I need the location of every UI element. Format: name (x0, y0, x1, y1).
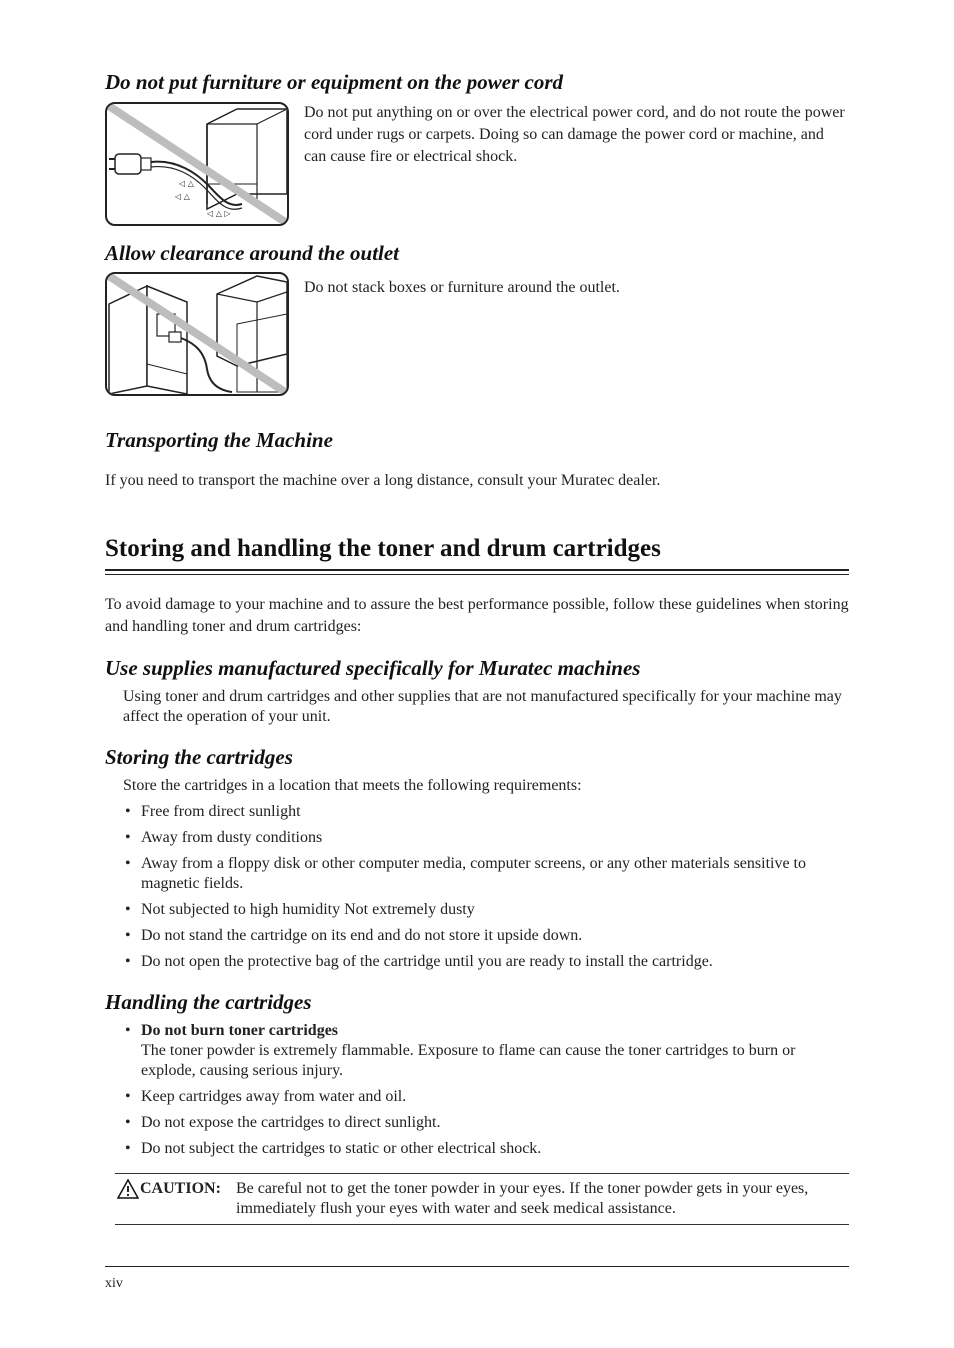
svg-text:◁ △ ▷: ◁ △ ▷ (207, 209, 231, 218)
list-item: • Keep cartridges away from water and oil. (125, 1088, 407, 1105)
caution-label: CAUTION: (140, 1180, 221, 1197)
footer-rule (105, 1266, 849, 1267)
transport-text: If you need to transport the machine over a long distance, consult your Muratec dealer. (105, 472, 661, 489)
caution-text: Be careful not to get the toner powder in your eyes. If the toner powder gets in your eyes, immediately flush your eyes with water and seek medical assistance. (236, 1180, 809, 1217)
clearance-text: Do not stack boxes or furniture around the outlet. (304, 279, 620, 296)
storing-heading: Storing the cartridges (105, 745, 293, 769)
supplies-text: Using toner and drum cartridges and other supplies that are not manufactured specifically for your machine may affect the operation of your unit. (123, 688, 842, 725)
list-item: • Do not subject the cartridges to static or other electrical shock. (125, 1140, 542, 1157)
list-item: • Away from dusty conditions (125, 829, 323, 846)
list-item: • Do not stand the cartridge on its end and do not store it upside down. (125, 927, 583, 944)
list-item: • Not subjected to high humidity Not extremely dusty (125, 901, 475, 918)
section-title: Storing and handling the toner and drum cartridges (105, 535, 661, 562)
bullet: • (125, 829, 131, 846)
burn-warning-text: The toner powder is extremely flammable. Exposure to flame can cause the toner cartridges to burn or explode, causing serious injury. (141, 1042, 796, 1079)
clearance-heading: Allow clearance around the outlet (105, 241, 400, 265)
storing-list (123, 802, 850, 978)
bullet: • (125, 1088, 131, 1105)
bullet: • (125, 803, 131, 820)
bullet: • (125, 1114, 131, 1131)
bullet: • (125, 1022, 131, 1039)
bullet: • (125, 953, 131, 970)
list-item: • Free from direct sunlight (125, 803, 301, 820)
section-title-rule (105, 569, 849, 571)
power-cord-text: Do not put anything on or over the electrical power cord, and do not route the power cord under rugs or carpets. Doing so can damage the power cord or machine, and can cause fire or electrical shock. (304, 104, 845, 165)
supplies-heading: Use supplies manufactured specifically for Muratec machines (105, 656, 641, 680)
svg-text:◁ △: ◁ △ (175, 192, 190, 201)
svg-text:◁ △: ◁ △ (179, 179, 194, 188)
burn-warning-title: Do not burn toner cartridges (141, 1022, 339, 1039)
handling-list (123, 1021, 850, 1165)
bullet: • (125, 901, 131, 918)
list-item (123, 1021, 850, 1081)
caution-box (115, 1173, 849, 1225)
list-item: • Do not expose the cartridges to direct sunlight. (125, 1114, 441, 1131)
list-item: • Do not open the protective bag of the cartridge until you are ready to install the cartridge. (125, 953, 713, 970)
list-item: • Away from a floppy disk or other computer media, computer screens, or any other materials sensitive to magnetic fields. (125, 855, 806, 892)
warning-triangle-icon (117, 1179, 139, 1204)
section-title-rule-thin (105, 574, 849, 575)
bullet: • (125, 855, 131, 872)
bullet: • (125, 927, 131, 944)
handling-heading: Handling the cartridges (105, 990, 312, 1014)
transport-heading: Transporting the Machine (105, 428, 333, 452)
page-number: xiv (105, 1276, 123, 1291)
bullet: • (125, 1140, 131, 1157)
storing-intro: Store the cartridges in a location that meets the following requirements: (123, 777, 582, 794)
power-cord-heading: Do not put furniture or equipment on the power cord (105, 70, 563, 94)
power-cord-illustration (105, 102, 289, 226)
section-intro: To avoid damage to your machine and to assure the best performance possible, follow these guidelines when storing and handling toner and drum cartridges: (105, 596, 849, 635)
outlet-clearance-illustration (105, 272, 289, 396)
